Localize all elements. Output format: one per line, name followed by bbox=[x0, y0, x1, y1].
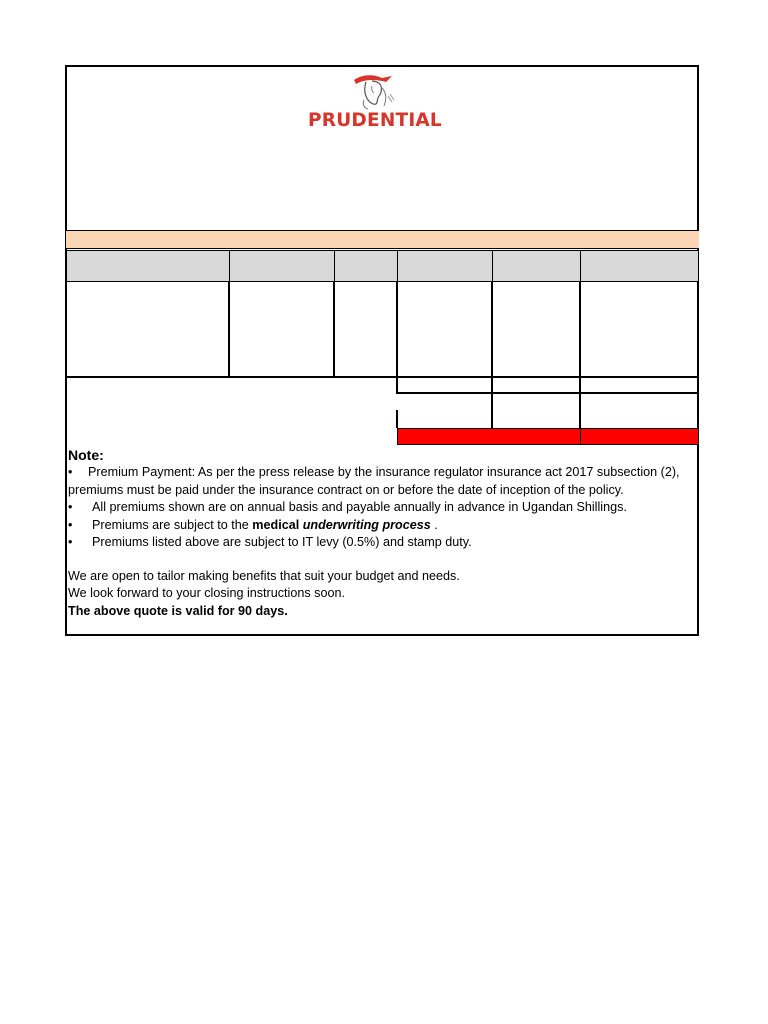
closing-line-1: We are open to tailor making benefits that suit your budget and needs. bbox=[68, 568, 460, 583]
bullet-icon: • bbox=[68, 535, 73, 549]
totals-divider bbox=[396, 410, 398, 428]
totals-row-divider bbox=[397, 392, 699, 394]
note-bullet-4: • Premiums listed above are subject to IT levy (0.5%) and stamp duty. bbox=[68, 534, 698, 552]
table-column-divider bbox=[333, 282, 335, 377]
totals-divider bbox=[579, 376, 581, 428]
bullet-icon: • bbox=[68, 500, 73, 514]
table-row-divider bbox=[66, 376, 699, 378]
table-column-divider bbox=[579, 282, 581, 377]
table-header-cell bbox=[397, 250, 493, 282]
closing-line-2: We look forward to your closing instructions soon. bbox=[68, 586, 345, 600]
bullet-icon: • bbox=[68, 465, 73, 479]
table-header-cell bbox=[66, 250, 230, 282]
totals-divider bbox=[491, 376, 493, 428]
bullet-icon: • bbox=[68, 517, 73, 532]
grand-total-bar bbox=[580, 428, 699, 445]
table-header-cell bbox=[334, 250, 398, 282]
quote-validity: The above quote is valid for 90 days. bbox=[68, 603, 288, 618]
table-header-cell bbox=[492, 250, 581, 282]
prudent-woman-icon bbox=[352, 70, 396, 110]
note-bullet-3: • Premiums are subject to the medical underwriting process . bbox=[68, 517, 698, 535]
prudential-logo bbox=[308, 70, 458, 134]
company-name: PRUDENTIAL bbox=[308, 110, 442, 131]
note-bullet-2: • All premiums shown are on annual basis and payable annually in advance in Ugandan Shillings. bbox=[68, 499, 698, 517]
note-title: Note: bbox=[68, 447, 104, 463]
table-column-divider bbox=[396, 282, 398, 377]
table-header-cell bbox=[580, 250, 699, 282]
table-column-divider bbox=[228, 282, 230, 377]
note-bullet-1: • Premium Payment: As per the press release by the insurance regulator insurance act 2017 subsection (2), bbox=[68, 464, 698, 482]
notes-section bbox=[68, 446, 698, 620]
note-bullet-1-cont: premiums must be paid under the insurance contract on or before the date of inception of the policy. bbox=[68, 482, 624, 497]
table-header-cell bbox=[229, 250, 335, 282]
table-column-divider bbox=[491, 282, 493, 377]
grand-total-bar bbox=[397, 428, 581, 445]
section-band bbox=[66, 230, 699, 249]
